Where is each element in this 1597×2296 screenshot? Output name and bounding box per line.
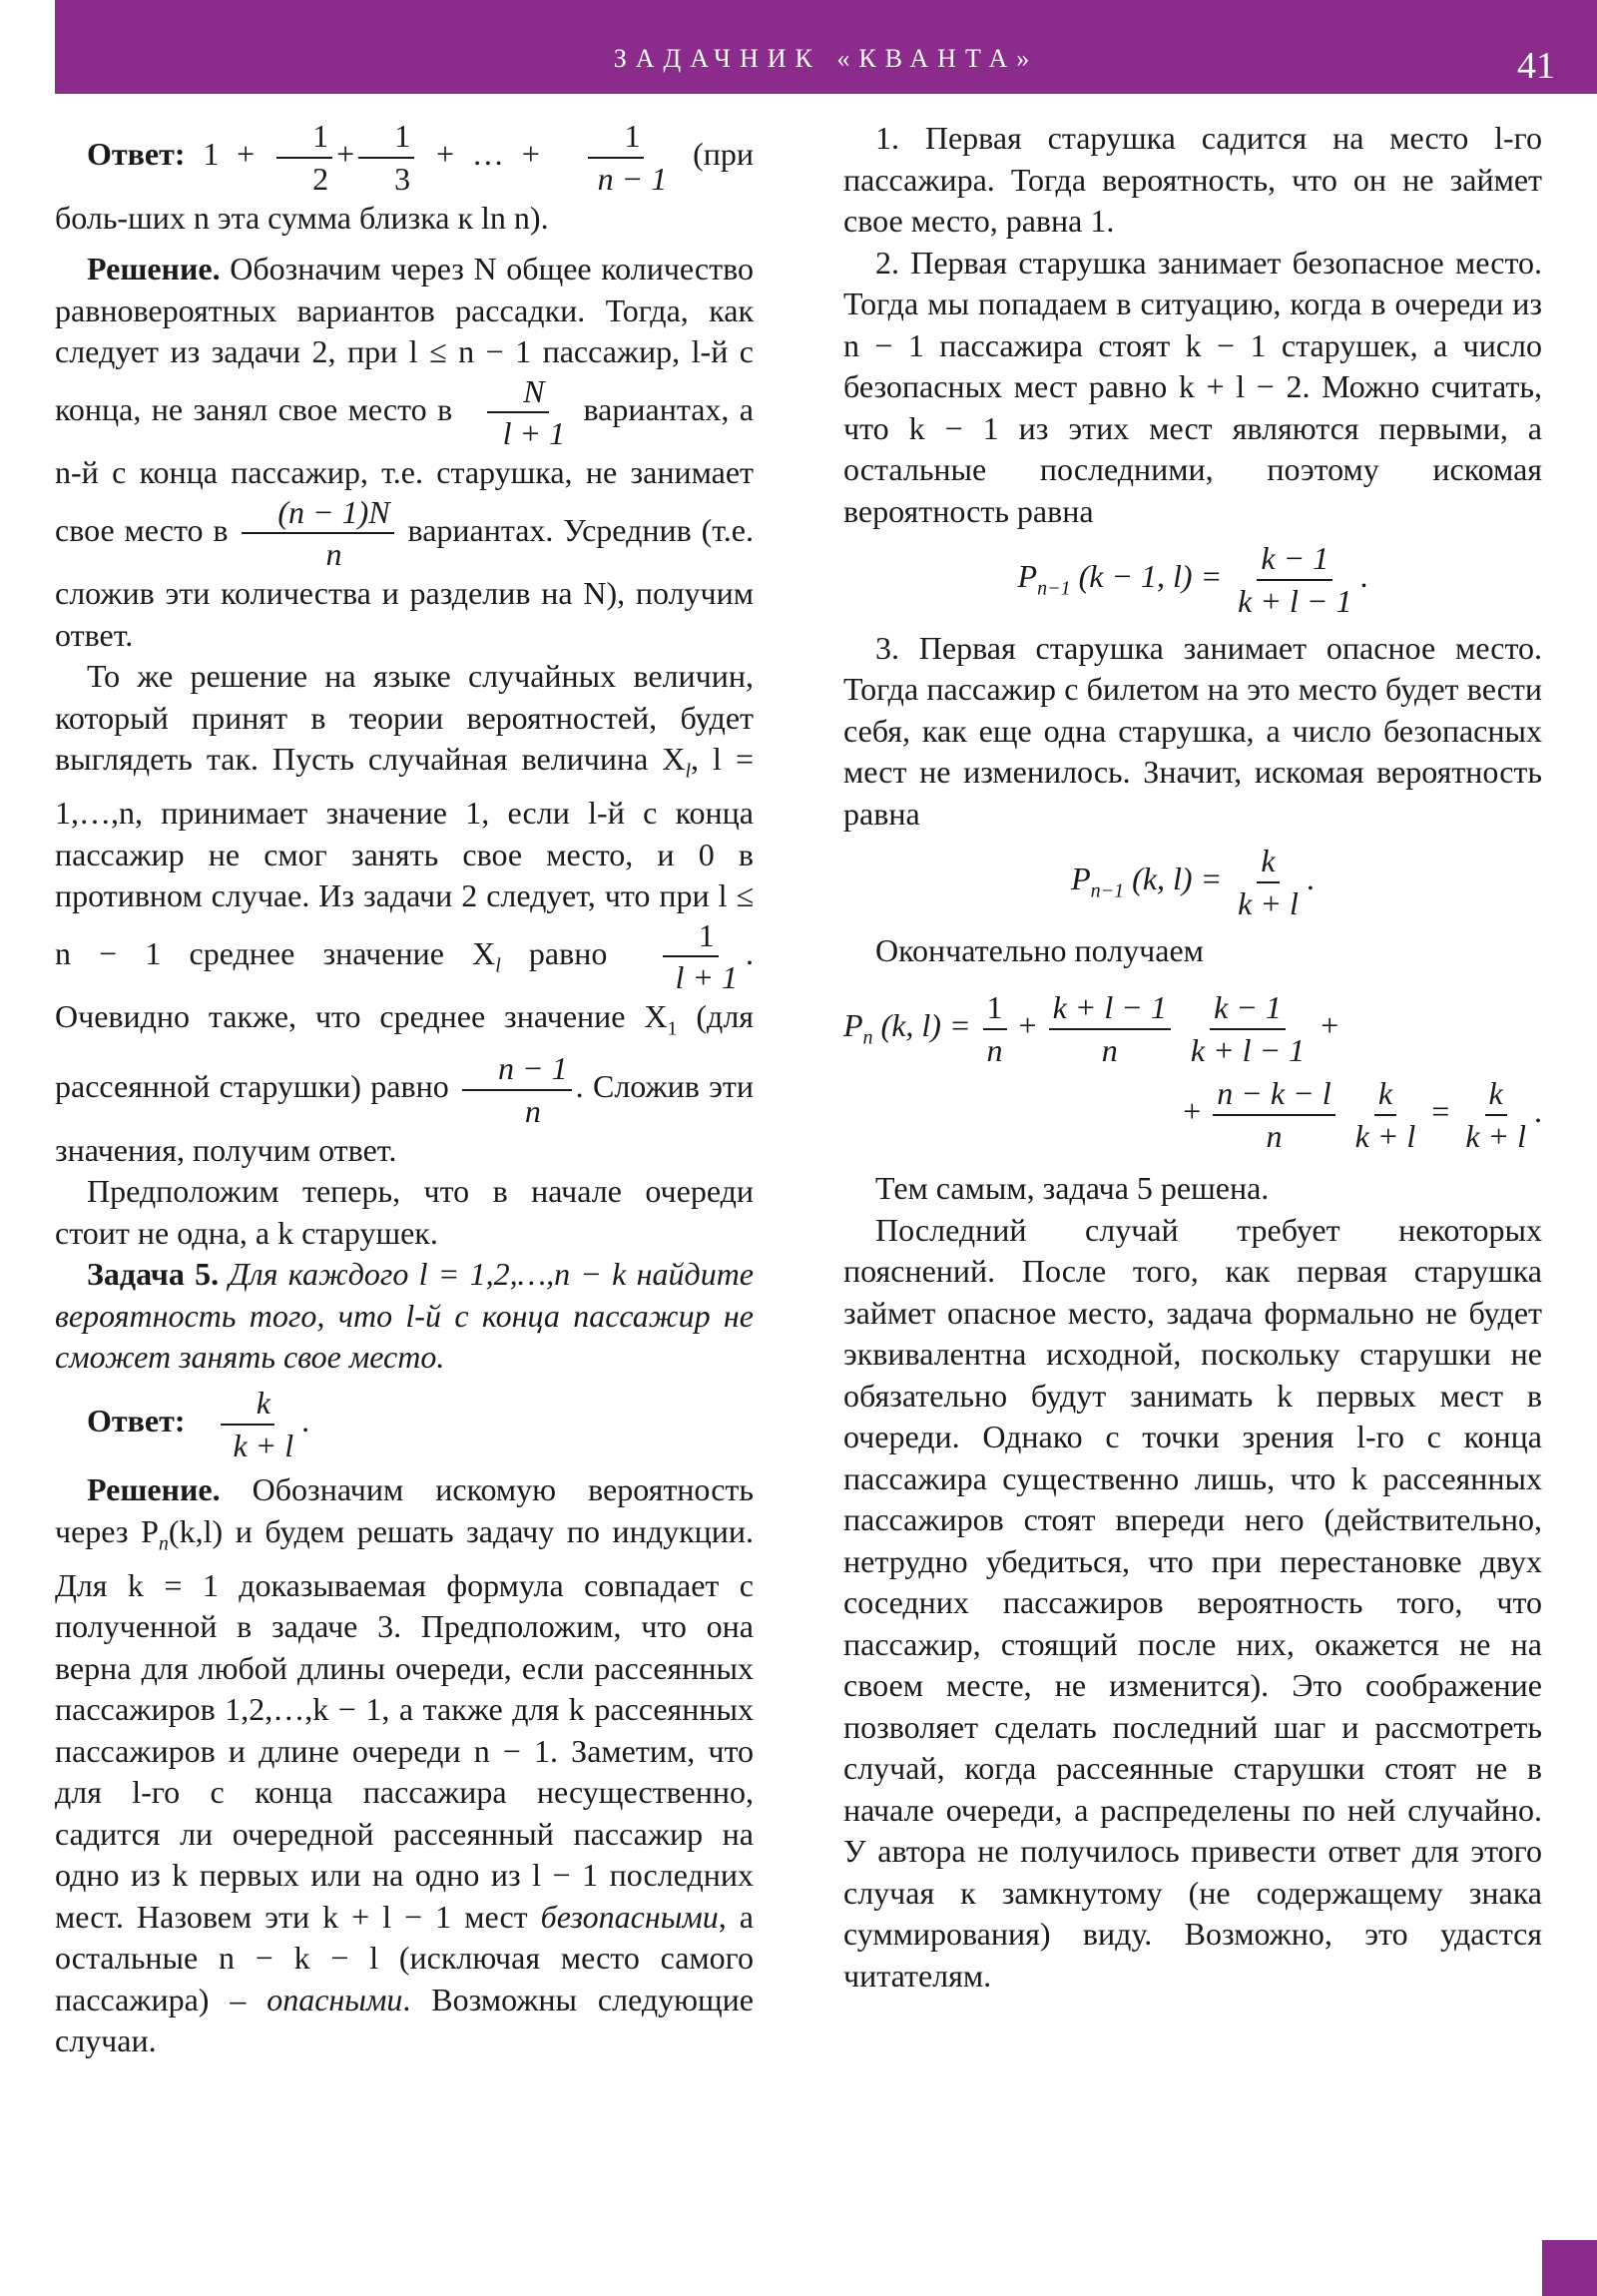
math-symbol: P — [1017, 558, 1038, 595]
operator: = — [1431, 1092, 1450, 1129]
fraction — [242, 494, 393, 574]
numerator: k − 1 — [1210, 989, 1286, 1030]
fraction — [1461, 1075, 1530, 1155]
numerator: 1 — [663, 917, 719, 958]
numerator: 1 — [276, 118, 332, 159]
denominator: n — [1266, 1117, 1283, 1154]
numerator: n − k − l — [1213, 1075, 1334, 1116]
random-variable-paragraph — [55, 656, 754, 1171]
body-text: Обозначим искомую вероятность через P — [55, 1471, 754, 1549]
task-label: Задача 5. — [87, 1256, 220, 1293]
section-title: ЗАДАЧНИК «КВАНТА» — [613, 44, 1039, 73]
equation-final-line-2 — [843, 1075, 1542, 1155]
fraction — [1234, 843, 1303, 922]
solution-label: Решение. — [87, 251, 221, 287]
punct: . — [1359, 558, 1368, 595]
numerator: 1 — [983, 989, 1007, 1030]
fraction — [1351, 1075, 1420, 1155]
formula-text: + … + — [418, 136, 558, 173]
numerator: k − 1 — [1257, 540, 1332, 581]
solved-note: Тем самым, задача 5 решена. — [875, 1170, 1270, 1207]
fraction — [562, 118, 672, 198]
numerator: k — [1257, 843, 1279, 883]
fraction — [1049, 989, 1171, 1069]
math-symbol: P — [843, 1007, 863, 1044]
punct: . — [1534, 1092, 1542, 1129]
punct: . — [1306, 861, 1315, 897]
denominator: l + 1 — [675, 959, 739, 996]
denominator: k + l — [1354, 1117, 1416, 1154]
emphasis-term: опасными — [266, 1981, 403, 2017]
equation-final-line-1 — [843, 989, 1542, 1069]
answer-label: Ответ: — [87, 136, 186, 173]
page-header — [55, 0, 1597, 94]
task-statement: Для каждого l = 1,2,…,n − k найдите вероятность того, что l-й с конца пассажир не сможет занять свое место. — [55, 1256, 754, 1376]
numerator: (n − 1)N — [242, 494, 393, 535]
body-text: . Сложив эти значения, получим ответ. — [55, 1068, 754, 1168]
denominator: n − 1 — [597, 160, 668, 197]
final-intro: Окончательно получаем — [875, 931, 1204, 968]
task-5 — [55, 1254, 754, 1379]
body-text: . Возможны следующие случаи. — [55, 1981, 755, 2059]
denominator: l + 1 — [502, 415, 566, 452]
body-text: вариантах, а n-й с конца пассажир, т.е. старушка, не занимает свое место в — [55, 390, 755, 548]
equation-case-2 — [843, 540, 1542, 620]
fraction — [197, 1385, 297, 1464]
fraction — [640, 917, 742, 997]
left-column — [55, 118, 754, 2062]
denominator: n — [325, 536, 342, 573]
denominator: 2 — [312, 160, 329, 197]
answer-label: Ответ: — [87, 1402, 186, 1438]
body-text: То же решение на языке случайных величин, который принят в теории вероятностей, будет выглядеть так. Пусть случайная величина X — [55, 658, 754, 778]
body-text: , l = 1,…,n, принимает значение 1, если l-й с конца пассажир не смог занять свое место, и 0 в противном случае. Из задачи 2 следует, что при l ≤ n − 1 среднее значение X — [55, 741, 754, 971]
numerator: k — [1485, 1075, 1507, 1116]
fraction — [1213, 1075, 1334, 1155]
denominator: k + l — [1465, 1117, 1526, 1154]
answer-1: Ответ: 1 + $\frac{1}{2}$ + $\frac{1}{3}$ + … + $\frac{1}{n - 1}$ (при боль-ших n эта сумма близка к ln n). — [55, 118, 755, 236]
math-args: (k, l) = — [1132, 861, 1223, 897]
subscript: n — [158, 1532, 169, 1555]
case-3: 3. Первая старушка занимает опасное место. Тогда пассажир с билетом на это место будет вести себя, как еще одна старушка, а число безопасных мест не изменилось. Значит, искомая вероятность равна — [843, 629, 1542, 832]
numerator: k — [1374, 1075, 1396, 1116]
subscript: n−1 — [1037, 577, 1071, 600]
body-text: . Очевидно также, что среднее значение X — [55, 934, 755, 1035]
math-symbol: P — [1071, 861, 1091, 897]
answer-5: Ответ: $\frac{k}{k + l}$ . — [87, 1384, 310, 1463]
body-text: вариантах. Усреднив (т.е. сложив эти количества и разделив на N), получим ответ. — [55, 511, 755, 653]
solution-1 — [55, 249, 754, 656]
operator: + — [1321, 1007, 1339, 1044]
body-text: равно — [500, 934, 608, 971]
fraction — [467, 373, 569, 453]
solution-label: Решение. — [87, 1471, 221, 1508]
denominator: n — [524, 1092, 541, 1129]
subscript: 1 — [667, 1017, 678, 1040]
numerator: n − 1 — [462, 1050, 572, 1091]
denominator: 3 — [394, 160, 411, 197]
subscript: l — [685, 760, 692, 783]
solution-5 — [55, 1469, 754, 2061]
fraction — [1187, 989, 1309, 1069]
denominator: k + l — [1238, 884, 1299, 921]
closing-paragraph: Последний случай требует некоторых пояснений. После того, как первая старушка займет опасное место, задача формально не будет эквивалентна исходной, поскольку старушки не обязательно будут занимать k первых мест в очереди. Однако с точки зрения l-го с конца пассажира существенно лишь, что k рассеянных пассажиров стоят впереди него (действительно, нетрудно убедиться, что при перестановке двух соседних пассажиров вероятность того, что пассажир, стоящий после них, окажется не на своем месте, не изменится). Это соображение позволяет сделать последний шаг и рассмотреть случай, когда рассеянные старушки стоят не в начале очереди, а распределены по ней случайно. У автора не получилось привести ответ для этого случая к замкнутому (не содержащему знака суммирования) виду. Возможно, это удастся читателям. — [843, 1211, 1542, 1994]
answer-note: (при боль-ших n эта сумма близка к ln n). — [55, 136, 755, 236]
fraction — [1234, 540, 1355, 620]
suppose-paragraph: Предположим теперь, что в начале очереди стоит не одна, а k старушек. — [55, 1173, 754, 1251]
corner-accent-block — [1542, 2240, 1597, 2296]
case-1: 1. Первая старушка садится на место l-го пассажира. Тогда вероятность, что он не займет свое место, равна 1. — [843, 120, 1542, 239]
numerator: k + l − 1 — [1049, 989, 1171, 1030]
fraction — [983, 989, 1007, 1069]
fraction — [276, 118, 332, 198]
body-text: , а остальные n − k − l (исключая место самого пассажира) – — [55, 1898, 755, 2017]
numerator: 1 — [358, 118, 414, 159]
page-number: 41 — [1517, 45, 1555, 87]
body-text: (k,l) и будем решать задачу по индукции. Для k = 1 доказываемая формула совпадает с полученной в задаче 3. Предположим, что она верна для любой длины очереди, если рассеянных пассажиров 1,2,…,k − 1, а также для k рассеянных пассажиров и длине очереди n − 1. Заметим, что для l-го с конца пассажира несущественно, садится ли очередной рассеянный пассажир на одно из k первых или на одно из l − 1 последних мест. Назовем эти k + l − 1 мест — [55, 1512, 754, 1935]
denominator: k + l − 1 — [1190, 1031, 1306, 1068]
body-text: (для рассеянной старушки) равно — [55, 998, 755, 1105]
right-column — [843, 118, 1542, 1997]
body-text: Обозначим через N общее количество равновероятных вариантов рассадки. Тогда, как следует из задачи 2, при l ≤ n − 1 пассажир, l-й с конца, не занял свое место в — [55, 251, 754, 427]
subscript: n — [862, 1026, 873, 1049]
fraction — [358, 118, 414, 198]
numerator: N — [487, 373, 548, 414]
math-args: (k, l) = — [880, 1007, 971, 1044]
operator: + — [1183, 1092, 1202, 1129]
emphasis-term: безопасными — [540, 1898, 719, 1935]
denominator: k + l — [233, 1427, 294, 1463]
math-args: (k − 1, l) = — [1078, 558, 1223, 595]
numerator: 1 — [588, 118, 644, 159]
subscript: n−1 — [1090, 879, 1125, 902]
case-2: 2. Первая старушка занимает безопасное место. Тогда мы попадаем в ситуацию, когда в очереди из n − 1 пассажира стоят k − 1 старушек, а число безопасных мест равно k + l − 2. Можно считать, что k − 1 из этих мест являются первыми, а остальные последними, поэтому искомая вероятность равна — [843, 244, 1542, 529]
fraction — [462, 1050, 572, 1130]
denominator: n — [986, 1031, 1003, 1068]
equation-case-3 — [843, 843, 1542, 922]
subscript: l — [495, 954, 501, 977]
numerator: k — [221, 1385, 274, 1426]
operator: + — [1018, 1007, 1037, 1044]
denominator: n — [1101, 1031, 1118, 1068]
formula-text: 1 + — [203, 136, 273, 173]
denominator: k + l − 1 — [1238, 582, 1352, 619]
